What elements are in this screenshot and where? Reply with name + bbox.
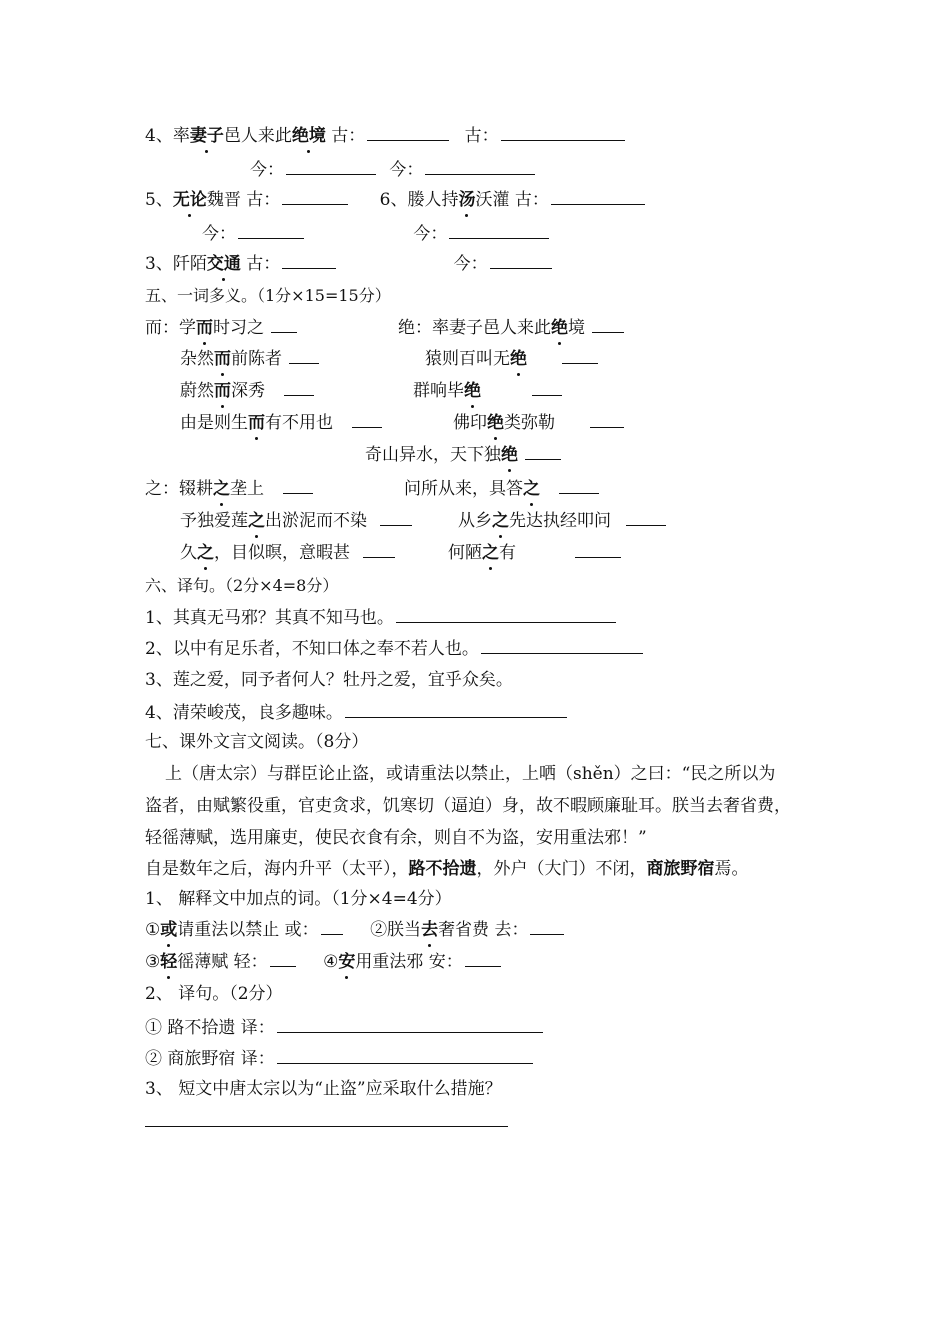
translate-q4 <box>145 700 567 725</box>
text: 久 <box>180 543 197 563</box>
answer-blank[interactable] <box>380 508 412 526</box>
dotted-word: 而 <box>214 349 231 369</box>
text: 有不用也 <box>265 413 333 433</box>
answer-blank[interactable] <box>352 410 382 428</box>
text: 5、 <box>145 190 173 210</box>
text: ④ <box>323 952 339 972</box>
zhi-1 <box>145 476 313 501</box>
item-3-line <box>145 251 552 276</box>
answer-blank[interactable] <box>449 221 549 239</box>
text: 杂然 <box>180 349 214 369</box>
dotted-word: 之 <box>523 479 540 499</box>
answer-blank[interactable] <box>289 346 319 364</box>
text: ②朕当 <box>370 920 422 940</box>
dotted-word: 无论 <box>172 190 207 210</box>
passage-line-3: 轻徭薄赋，选用廉吏，使民衣食有余，则自不为盗，安用重法邪！” <box>145 828 647 848</box>
answer-blank[interactable] <box>562 346 598 364</box>
text: 今： <box>250 160 284 180</box>
translate-row-1 <box>145 1015 543 1040</box>
dotted-word: 而 <box>214 381 231 401</box>
answer-blank[interactable] <box>532 378 562 396</box>
section-7-heading: 七、课外文言文阅读。（8分） <box>145 732 369 752</box>
answer-blank[interactable] <box>270 949 296 967</box>
text: 先达执经叩问 <box>509 511 611 531</box>
text: 境 <box>568 318 585 338</box>
text: 群响毕 <box>413 381 464 401</box>
text: ① <box>145 920 161 940</box>
dotted-word: 绝 <box>501 445 518 465</box>
text: 类弥勒 <box>504 413 555 433</box>
text: 今： <box>202 224 236 244</box>
text: 蔚然 <box>180 381 214 401</box>
text: 由是则生 <box>180 413 248 433</box>
dotted-word: 安 <box>338 952 356 972</box>
measures-question: 3、 短文中唐太宗以为“止盗”应采取什么措施？ <box>145 1079 502 1099</box>
dotted-word: 去 <box>421 920 439 940</box>
answer-blank[interactable] <box>481 636 643 654</box>
item-5-6-line <box>145 187 645 212</box>
text: 古： <box>246 254 281 274</box>
answer-blank[interactable] <box>530 917 564 935</box>
translate-q1 <box>145 605 616 630</box>
dotted-word: 汤 <box>458 190 476 210</box>
text: 前陈者 <box>231 349 282 369</box>
text: 今： <box>453 254 488 274</box>
text: 问所从来，具答 <box>404 479 523 499</box>
dotted-word: 绝 <box>464 381 481 401</box>
dotted-word: 而 <box>196 318 213 338</box>
answer-blank[interactable] <box>396 605 616 623</box>
answer-blank[interactable] <box>238 221 304 239</box>
text: 佛印 <box>453 413 487 433</box>
answer-blank[interactable] <box>425 157 535 175</box>
passage-line-1: 上（唐太宗）与群臣论止盗，或请重法以禁止，上哂（shěn）之曰：“民之所以为 <box>165 764 776 784</box>
text: 之：辍耕 <box>145 479 213 499</box>
answer-blank[interactable] <box>271 315 297 333</box>
answer-blank[interactable] <box>284 378 314 396</box>
zhi-3 <box>180 508 412 533</box>
dotted-word: 或 <box>160 920 178 940</box>
answer-blank[interactable] <box>592 315 624 333</box>
text: 3、阡陌 <box>145 254 207 274</box>
text: 今： <box>413 224 448 244</box>
text: 自是数年之后，海内升平（太平）， <box>145 859 409 879</box>
answer-blank[interactable] <box>575 540 621 558</box>
answer-blank[interactable] <box>559 476 599 494</box>
text: 绝：率妻子邑人来此 <box>398 318 551 338</box>
answer-blank[interactable] <box>590 410 624 428</box>
answer-blank[interactable] <box>283 476 313 494</box>
text: ② 商旅野宿 译： <box>145 1049 275 1069</box>
item-4-jin-line <box>250 157 535 182</box>
text: 焉。 <box>714 859 749 879</box>
dotted-word: 之 <box>197 543 214 563</box>
answer-blank[interactable] <box>525 442 561 460</box>
translate-row-2 <box>145 1046 533 1071</box>
answer-blank[interactable] <box>501 123 625 141</box>
jue-4 <box>453 410 624 435</box>
explain-row-2 <box>145 949 501 974</box>
dotted-word: 之 <box>248 511 265 531</box>
text: 奢省费 去： <box>438 920 529 940</box>
jue-5 <box>365 442 561 467</box>
answer-blank[interactable] <box>465 949 501 967</box>
zhi-4 <box>458 508 666 533</box>
text: 古： <box>331 126 366 146</box>
answer-blank[interactable] <box>277 1015 543 1033</box>
dotted-word: 妻子 <box>189 126 224 146</box>
dotted-word: 绝 <box>510 349 527 369</box>
text: 奇山异水，天下独 <box>365 445 501 465</box>
zhi-2 <box>404 476 599 501</box>
translate-q2 <box>145 636 643 661</box>
item-5-6-jin-line <box>202 221 549 246</box>
text: 予独爱莲 <box>180 511 248 531</box>
er-4 <box>180 410 382 435</box>
answer-line[interactable] <box>145 1126 508 1127</box>
answer-blank[interactable] <box>490 251 552 269</box>
jue-3 <box>413 378 562 403</box>
text: 沃灌 古： <box>475 190 549 210</box>
text: 古： <box>464 126 499 146</box>
answer-blank[interactable] <box>626 508 666 526</box>
text: 从乡 <box>458 511 492 531</box>
question-text: 4、清荣峻茂，良多趣味。 <box>145 703 343 723</box>
zhi-5 <box>180 540 395 565</box>
text: 请重法以禁止 或： <box>177 920 319 940</box>
bold-phrase: 商旅野宿 <box>646 859 715 879</box>
er-2 <box>180 346 319 371</box>
text: 6、媵人持 <box>379 190 459 210</box>
answer-blank[interactable] <box>345 700 567 718</box>
text: 猿则百叫无 <box>425 349 510 369</box>
bold-phrase: 路不拾遗 <box>408 859 477 879</box>
section-6-heading: 六、译句。（2分×4=8分） <box>145 576 339 595</box>
translate-q3 <box>145 668 513 692</box>
text: 有 <box>499 543 516 563</box>
dotted-word: 之 <box>213 479 230 499</box>
text: 今： <box>389 160 424 180</box>
text: ，目似暝，意暇甚 <box>214 543 350 563</box>
dotted-word: 而 <box>248 413 265 433</box>
answer-blank[interactable] <box>282 251 336 269</box>
jue-1 <box>398 315 624 340</box>
translate-subquestion: 2、 译句。（2分） <box>145 984 283 1004</box>
answer-blank[interactable] <box>277 1046 533 1064</box>
answer-blank[interactable] <box>286 157 376 175</box>
passage-line-4 <box>145 857 749 881</box>
answer-blank[interactable] <box>551 187 645 205</box>
dotted-word: 交通 <box>206 254 241 274</box>
text: 用重法邪 安： <box>355 952 463 972</box>
text: ③ <box>145 952 161 972</box>
text: 魏晋 古： <box>206 190 281 210</box>
jue-2 <box>425 346 598 371</box>
dotted-word: 之 <box>492 511 509 531</box>
passage-line-2: 盗者，由赋繁役重，官吏贪求，饥寒切（逼迫）身，故不暇顾廉耻耳。朕当去奢省费， <box>145 796 791 816</box>
dotted-word: 轻 <box>160 952 178 972</box>
text: 深秀 <box>231 381 265 401</box>
zhi-6 <box>448 540 621 565</box>
text: 何陋 <box>448 543 482 563</box>
text: 徭薄赋 轻： <box>177 952 268 972</box>
text: ，外户（大门）不闭， <box>476 859 647 879</box>
answer-blank[interactable] <box>363 540 395 558</box>
explain-row-1 <box>145 917 564 942</box>
explain-question: 1、 解释文中加点的词。（1分×4=4分） <box>145 889 452 909</box>
text: 时习之 <box>213 318 264 338</box>
dotted-word: 绝 <box>487 413 504 433</box>
er-3 <box>180 378 314 403</box>
answer-blank[interactable] <box>321 917 343 935</box>
dotted-word: 绝境 <box>291 126 326 146</box>
text: 4、率 <box>145 126 190 146</box>
item-4-line <box>145 123 625 148</box>
question-text: 2、以中有足乐者，不知口体之奉不若人也。 <box>145 639 479 659</box>
answer-blank[interactable] <box>282 187 348 205</box>
text: 而：学 <box>145 318 196 338</box>
dotted-word: 绝 <box>551 318 568 338</box>
text: ① 路不拾遗 译： <box>145 1018 275 1038</box>
answer-blank[interactable] <box>367 123 449 141</box>
question-text: 1、其真无马邪？其真不知马也。 <box>145 608 394 628</box>
text: 出淤泥而不染 <box>265 511 367 531</box>
question-text: 3、莲之爱，同予者何人？牡丹之爱，宜乎众矣。 <box>145 670 513 690</box>
er-1 <box>145 315 297 340</box>
text: 邑人来此 <box>223 126 292 146</box>
section-5-heading: 五、一词多义。（1分×15=15分） <box>145 286 391 305</box>
text: 垄上 <box>230 479 264 499</box>
dotted-word: 之 <box>482 543 499 563</box>
